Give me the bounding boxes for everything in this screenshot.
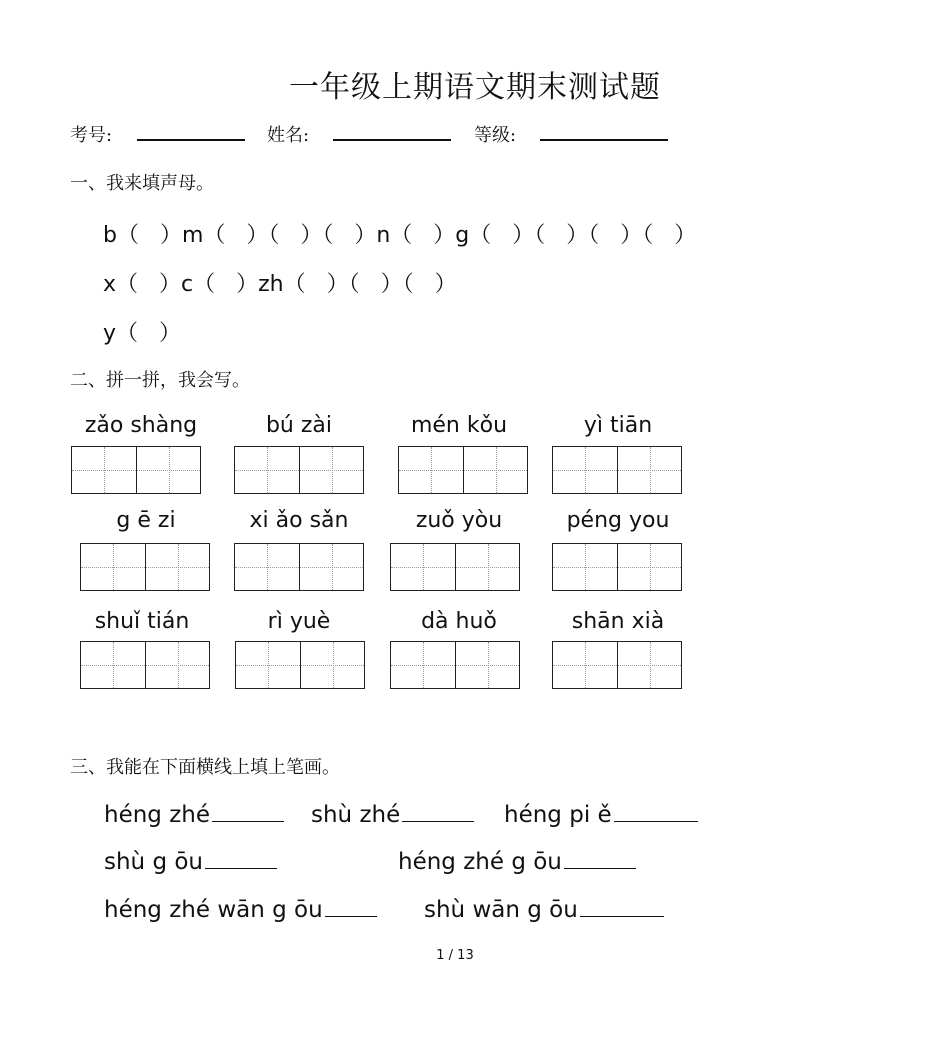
pinyin-label: rì yuè: [267, 609, 331, 634]
writing-cell[interactable]: [145, 544, 209, 590]
stroke-item: shù zhé: [311, 802, 474, 828]
pinyin-label: dà huǒ: [421, 609, 497, 634]
pinyin-label: bú zài: [265, 413, 333, 438]
answer-line[interactable]: [614, 820, 698, 822]
writing-grid[interactable]: [552, 446, 682, 494]
writing-cell[interactable]: [399, 447, 463, 493]
initials-row-3: y（ ）: [103, 321, 182, 346]
grade-label: 等级:: [474, 125, 517, 146]
writing-grid[interactable]: [398, 446, 528, 494]
exam-number-line: [137, 139, 245, 141]
answer-line[interactable]: [402, 820, 474, 822]
stroke-item: héng zhé wān g ōu: [104, 897, 377, 923]
writing-cell[interactable]: [236, 642, 300, 688]
stroke-item: héng zhé g ōu: [398, 849, 636, 875]
initials-row-2: x（ ）c（ ）zh（ ）（ ）（ ）: [103, 272, 457, 297]
writing-cell[interactable]: [617, 642, 681, 688]
stroke-item: héng pi ě: [504, 802, 698, 828]
writing-cell[interactable]: [617, 544, 681, 590]
writing-grid[interactable]: [234, 446, 364, 494]
pinyin-label: shān xià: [571, 609, 665, 634]
name-line: [333, 139, 451, 141]
pinyin-label: mén kǒu: [410, 413, 508, 438]
answer-line[interactable]: [580, 915, 664, 917]
writing-cell[interactable]: [145, 642, 209, 688]
writing-cell[interactable]: [463, 447, 527, 493]
stroke-item: héng zhé: [104, 802, 284, 828]
writing-cell[interactable]: [136, 447, 200, 493]
section-2-heading: 二、拼一拼，我会写。: [70, 370, 250, 391]
answer-line[interactable]: [325, 915, 377, 917]
writing-cell[interactable]: [299, 544, 363, 590]
writing-grid[interactable]: [390, 543, 520, 591]
exam-number-label: 考号:: [70, 125, 113, 146]
writing-grid[interactable]: [552, 543, 682, 591]
writing-grid[interactable]: [80, 641, 210, 689]
answer-line[interactable]: [205, 867, 277, 869]
writing-cell[interactable]: [617, 447, 681, 493]
writing-cell[interactable]: [235, 447, 299, 493]
section-1-heading: 一、我来填声母。: [70, 173, 214, 194]
answer-line[interactable]: [564, 867, 636, 869]
writing-cell[interactable]: [81, 642, 145, 688]
pinyin-label: zuǒ yòu: [415, 508, 503, 533]
grade-line: [540, 139, 668, 141]
writing-cell[interactable]: [81, 544, 145, 590]
pinyin-label: g ē zi: [116, 508, 176, 533]
writing-grid[interactable]: [80, 543, 210, 591]
writing-cell[interactable]: [235, 544, 299, 590]
writing-grid[interactable]: [390, 641, 520, 689]
writing-cell[interactable]: [391, 642, 455, 688]
writing-cell[interactable]: [300, 642, 364, 688]
writing-cell[interactable]: [553, 544, 617, 590]
writing-grid[interactable]: [234, 543, 364, 591]
writing-grid[interactable]: [552, 641, 682, 689]
name-label: 姓名:: [267, 125, 310, 146]
writing-cell[interactable]: [553, 447, 617, 493]
writing-cell[interactable]: [72, 447, 136, 493]
answer-line[interactable]: [212, 820, 284, 822]
page-number: 1 / 13: [436, 948, 474, 963]
pinyin-label: péng you: [566, 508, 670, 533]
pinyin-label: shuǐ tián: [94, 609, 190, 634]
stroke-item: shù wān g ōu: [424, 897, 664, 923]
initials-row-1: b（ ）m（ ）（ ）（ ）n（ ）g（ ）（ ）（ ）（ ）: [103, 223, 697, 248]
pinyin-label: xi ǎo sǎn: [249, 508, 349, 533]
writing-cell[interactable]: [455, 544, 519, 590]
section-3-heading: 三、我能在下面横线上填上笔画。: [70, 757, 340, 778]
pinyin-label: yì tiān: [583, 413, 653, 438]
writing-cell[interactable]: [553, 642, 617, 688]
writing-cell[interactable]: [299, 447, 363, 493]
writing-grid[interactable]: [235, 641, 365, 689]
writing-cell[interactable]: [391, 544, 455, 590]
writing-grid[interactable]: [71, 446, 201, 494]
stroke-item: shù g ōu: [104, 849, 277, 875]
page-title: 一年级上期语文期末测试题: [289, 70, 661, 105]
writing-cell[interactable]: [455, 642, 519, 688]
pinyin-label: zǎo shàng: [84, 413, 198, 438]
